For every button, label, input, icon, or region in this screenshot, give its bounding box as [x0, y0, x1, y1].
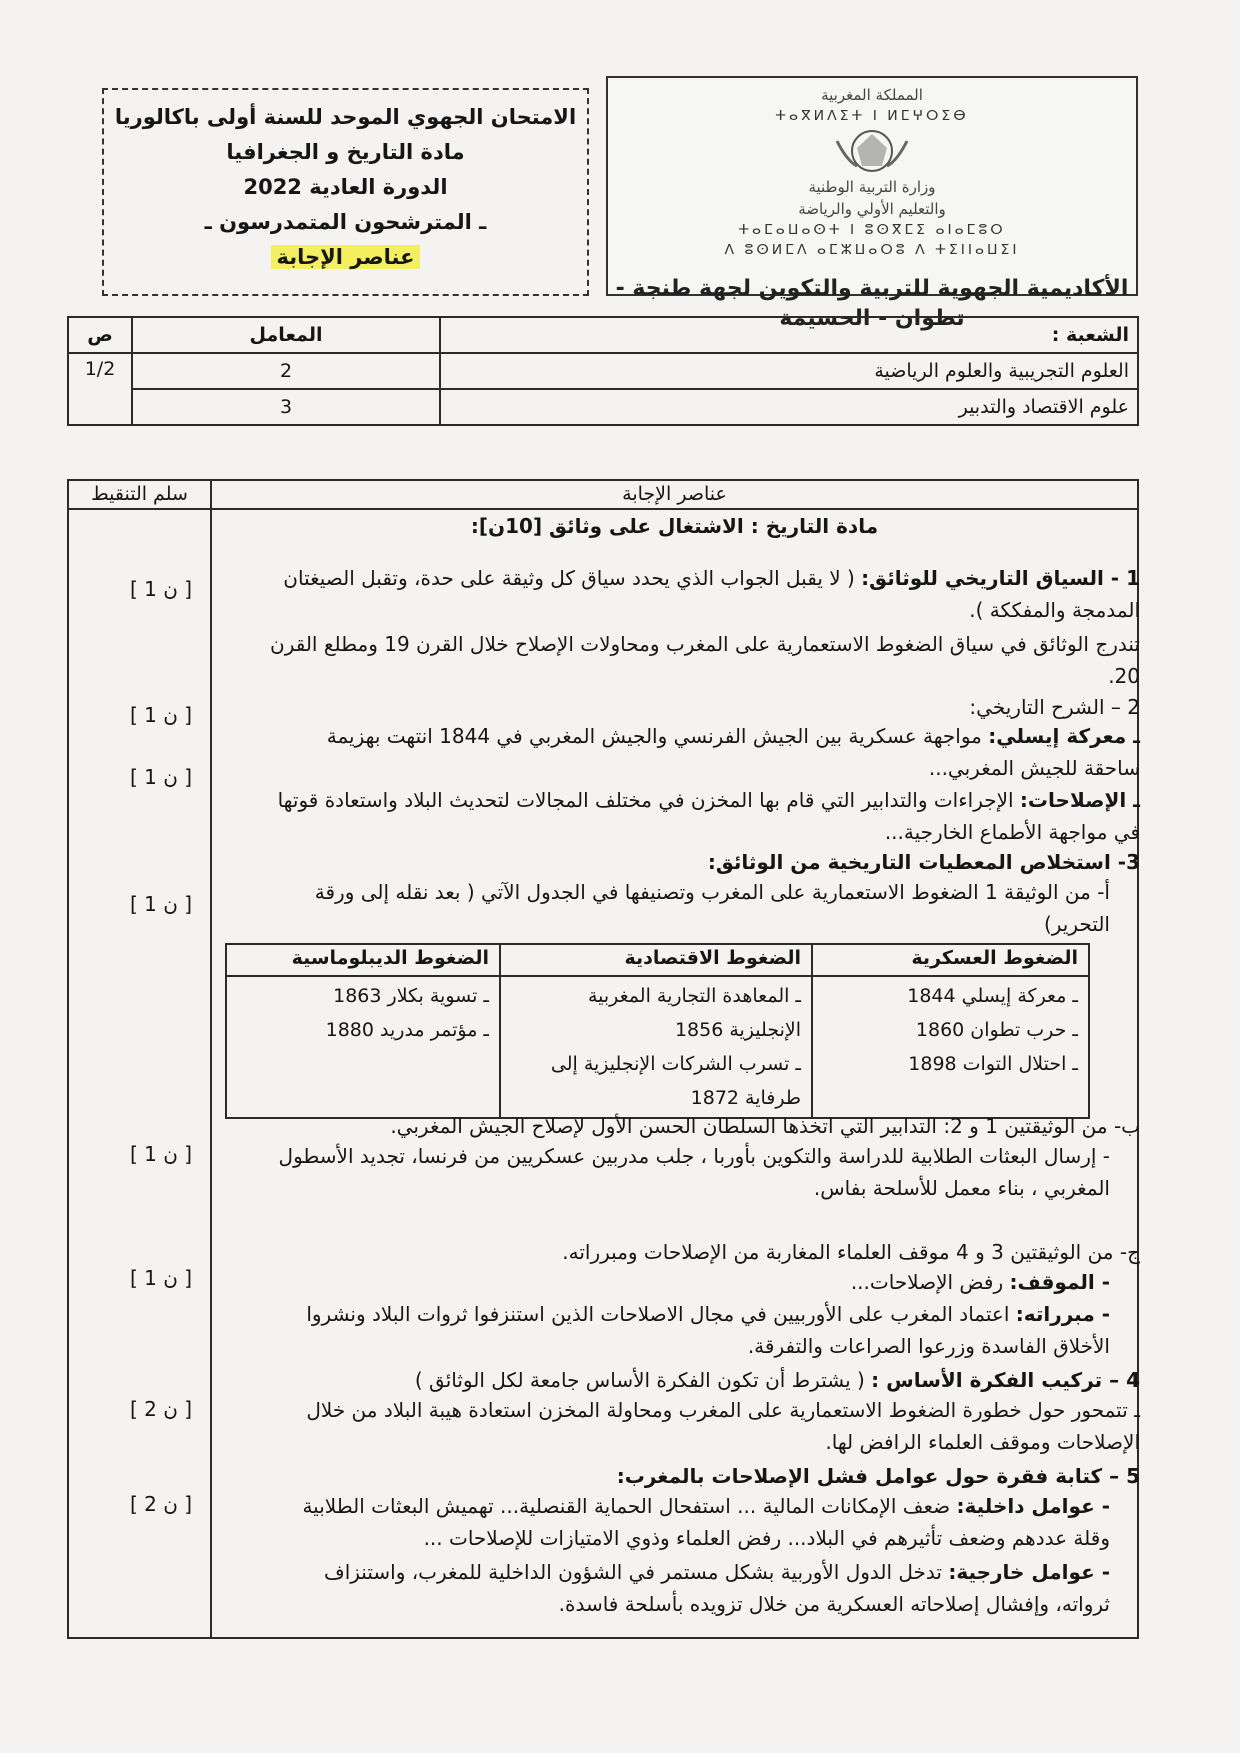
q1-block: [270, 562, 1140, 626]
table-row: [226, 976, 1089, 1118]
table-row: [68, 353, 1138, 389]
q3c-justification-label: - مبرراته:: [1015, 1302, 1110, 1326]
q5-internal-label: - عوامل داخلية:: [956, 1494, 1110, 1518]
doc-type-label: عناصر الإجابة: [271, 245, 421, 269]
ministry-name-ar-1: وزارة التربية الوطنية: [808, 178, 936, 196]
score-q2-term1: [ 1 ن ]: [130, 703, 193, 727]
q2-label: 2 – الشرح التاريخي:: [969, 695, 1140, 719]
q2-term1: ـ معركة إيسلي:: [988, 724, 1140, 748]
score-q3a: [ 1 ن ]: [130, 892, 193, 916]
q2-def2: الإجراءات والتدابير التي قام بها المخزن في مختلف المجالات لتحديث البلاد واستعادة قوتها في مواجهة الأطماع الخارجية...: [277, 788, 1140, 844]
branch-cell: علوم الاقتصاد والتدبير: [440, 389, 1138, 425]
list-item: ـ حرب تطوان 1860: [915, 1019, 1078, 1041]
q4-block: [270, 1364, 1140, 1396]
answers-header-divider: [67, 508, 1139, 510]
economic-header: الضغوط الاقتصادية: [500, 944, 812, 976]
q2-def1: مواجهة عسكرية بين الجيش الفرنسي والجيش المغربي في 1844 انتهت بهزيمة ساحقة للجيش المغربي...: [326, 724, 1140, 780]
q1-answer: تندرج الوثائق في سياق الضغوط الاستعمارية على المغرب ومحاولات الإصلاح خلال القرن 19 ومطلع القرن 20.: [270, 632, 1140, 688]
coef-header: المعامل: [132, 317, 440, 353]
exam-title-box: [102, 88, 589, 296]
q3c-justification: اعتماد المغرب على الأوربيين في مجال الاصلاحات الذين استنزفوا ثروات البلاد ونشروا الأخلاق الفاسدة وزرعوا الصراعات والتفرقة.: [306, 1302, 1110, 1358]
q5-external-block: [270, 1556, 1110, 1620]
ministry-name-tifinagh-2: ⴷ ⵓⵙⵍⵎⴷ ⴰⵎⵣⵡⴰⵔⵓ ⴷ ⵜⵉⵏⵏⴰⵡⵉⵏ: [724, 242, 1020, 258]
diplomatic-cell: [226, 976, 500, 1118]
coef-cell: 3: [132, 389, 440, 425]
list-item: ـ تسرب الشركات الإنجليزية إلى طرفاية 1872: [550, 1053, 801, 1109]
q5-external-label: - عوامل خارجية:: [948, 1560, 1110, 1584]
score-q2-term2: [ 1 ن ]: [130, 765, 193, 789]
military-header: الضغوط العسكرية: [812, 944, 1089, 976]
list-item: ـ مؤتمر مدريد 1880: [325, 1019, 489, 1041]
q3b-label: ب- من الوثيقتين 1 و 2: التدابير التي اتخذها السلطان الحسن الأول لإصلاح الجيش المغربي.: [390, 1114, 1140, 1138]
q1-note: ( لا يقبل الجواب الذي يحدد سياق كل وثيقة على حدة، وتقبل الصيغتان المدمجة والمفككة ).: [283, 566, 1140, 622]
coat-of-arms-icon: [817, 126, 927, 176]
answers-column-header: عناصر الإجابة: [622, 483, 727, 505]
table-row: [68, 389, 1138, 425]
diplomatic-header: الضغوط الديبلوماسية: [226, 944, 500, 976]
ministry-name-tifinagh-1: ⵜⴰⵎⴰⵡⴰⵙⵜ ⵏ ⵓⵙⴳⵎⵉ ⴰⵏⴰⵎⵓⵔ: [738, 222, 1006, 238]
q5-internal-block: [270, 1490, 1110, 1554]
score-q3c: [ 1 ن ]: [130, 1266, 193, 1290]
q4-label: 4 – تركيب الفكرة الأساس :: [871, 1368, 1140, 1392]
exam-title: الامتحان الجهوي الموحد للسنة أولى باكالوريا: [114, 105, 577, 129]
ministry-name-ar-2: والتعليم الأولي والرياضة: [798, 200, 946, 218]
kingdom-name-tifinagh: ⵜⴰⴳⵍⴷⵉⵜ ⵏ ⵍⵎⵖⵔⵉⴱ: [775, 108, 969, 124]
q5-external: تدخل الدول الأوربية بشكل مستمر في الشؤون الداخلية للمغرب، واستنزاف ثرواته، وإفشال إصلاحاته العسكرية من خلال تزويده بأسلحة فاسدة.: [323, 1560, 1110, 1616]
q4-note: ( يشترط أن تكون الفكرة الأساس جامعة لكل الوثائق ): [414, 1368, 872, 1392]
score-q5: [ 2 ن ]: [130, 1492, 193, 1516]
q4-answer: ـ تتمحور حول خطورة الضغوط الاستعمارية على المغرب ومحاولة المخزن استعادة هيبة البلاد من خلال الإصلاحات وموقف العلماء الرافض لها.: [306, 1398, 1140, 1454]
ministry-logo-box: [606, 76, 1138, 331]
score-q1: [ 1 ن ]: [130, 577, 193, 601]
q3c-position-block: [270, 1266, 1110, 1298]
scale-column-header: سلم التنقيط: [91, 483, 188, 505]
q3-label: 3- استخلاص المعطيات التاريخية من الوثائق:: [707, 850, 1140, 874]
q2-term1-block: [270, 720, 1140, 784]
q2-term2: ـ الإصلاحات:: [1019, 788, 1140, 812]
exam-session: الدورة العادية 2022: [243, 175, 448, 199]
branch-table-header: [68, 317, 1138, 353]
academy-name: الأكاديمية الجهوية للتربية والتكوين لجهة طنجة - تطوان - الحسيمة: [615, 276, 1129, 331]
q3c-justification-block: [270, 1298, 1110, 1362]
list-item: ـ تسوية بكلار 1863: [333, 985, 489, 1007]
branch-header: الشعبة :: [440, 317, 1138, 353]
pressures-header-row: [226, 944, 1089, 976]
section-title: مادة التاريخ : الاشتغال على وثائق [10ن]:: [470, 514, 879, 538]
q5-internal: ضعف الإمكانات المالية ... استفحال الحماية القنصلية... تهميش البعثات الطلابية وقلة عددهم وضعف تأثيرهم في البلاد... رفض العلماء وذوي الامتيازات للإصلاحات ...: [302, 1494, 1110, 1550]
score-q4: [ 2 ن ]: [130, 1397, 193, 1421]
page-header: ص: [68, 317, 132, 353]
q5-label: 5 – كتابة فقرة حول عوامل فشل الإصلاحات بالمغرب:: [616, 1464, 1140, 1488]
answers-column-divider: [210, 479, 212, 1639]
q3c-position-label: - الموقف:: [1009, 1270, 1110, 1294]
pressures-table: [225, 943, 1090, 1119]
economic-cell: [500, 976, 812, 1118]
page-cell: 1/2: [68, 353, 132, 425]
q1-label: 1 - السياق التاريخي للوثائق:: [861, 566, 1140, 590]
list-item: ـ احتلال التوات 1898: [908, 1053, 1078, 1075]
q2-term2-block: [270, 784, 1140, 848]
list-item: ـ المعاهدة التجارية المغربية الإنجليزية 1856: [587, 985, 801, 1041]
exam-subject: مادة التاريخ و الجغرافيا: [226, 140, 465, 164]
coef-cell: 2: [132, 353, 440, 389]
military-cell: [812, 976, 1089, 1118]
kingdom-name-ar: المملكة المغربية: [821, 86, 923, 104]
q3c-position: رفض الإصلاحات...: [850, 1270, 1010, 1294]
branch-cell: العلوم التجريبية والعلوم الرياضية: [440, 353, 1138, 389]
q3c-label: ج- من الوثيقتين 3 و 4 موقف العلماء المغاربة من الإصلاحات ومبرراته.: [562, 1240, 1140, 1264]
exam-candidates: ـ المترشحون المتمدرسون ـ: [204, 210, 487, 234]
q3b-answer: - إرسال البعثات الطلابية للدراسة والتكوين بأوربا ، جلب مدربين عسكريين من فرنسا، تجديد الأسطول المغربي ، بناء معمل للأسلحة بفاس.: [278, 1144, 1110, 1200]
score-q3b: [ 1 ن ]: [130, 1142, 193, 1166]
list-item: ـ معركة إيسلي 1844: [907, 985, 1078, 1007]
q3a-label: أ- من الوثيقة 1 الضغوط الاستعمارية على المغرب وتصنيفها في الجدول الآتي ( بعد نقله إلى ورقة التحرير): [314, 880, 1110, 936]
branch-table: [67, 316, 1139, 426]
